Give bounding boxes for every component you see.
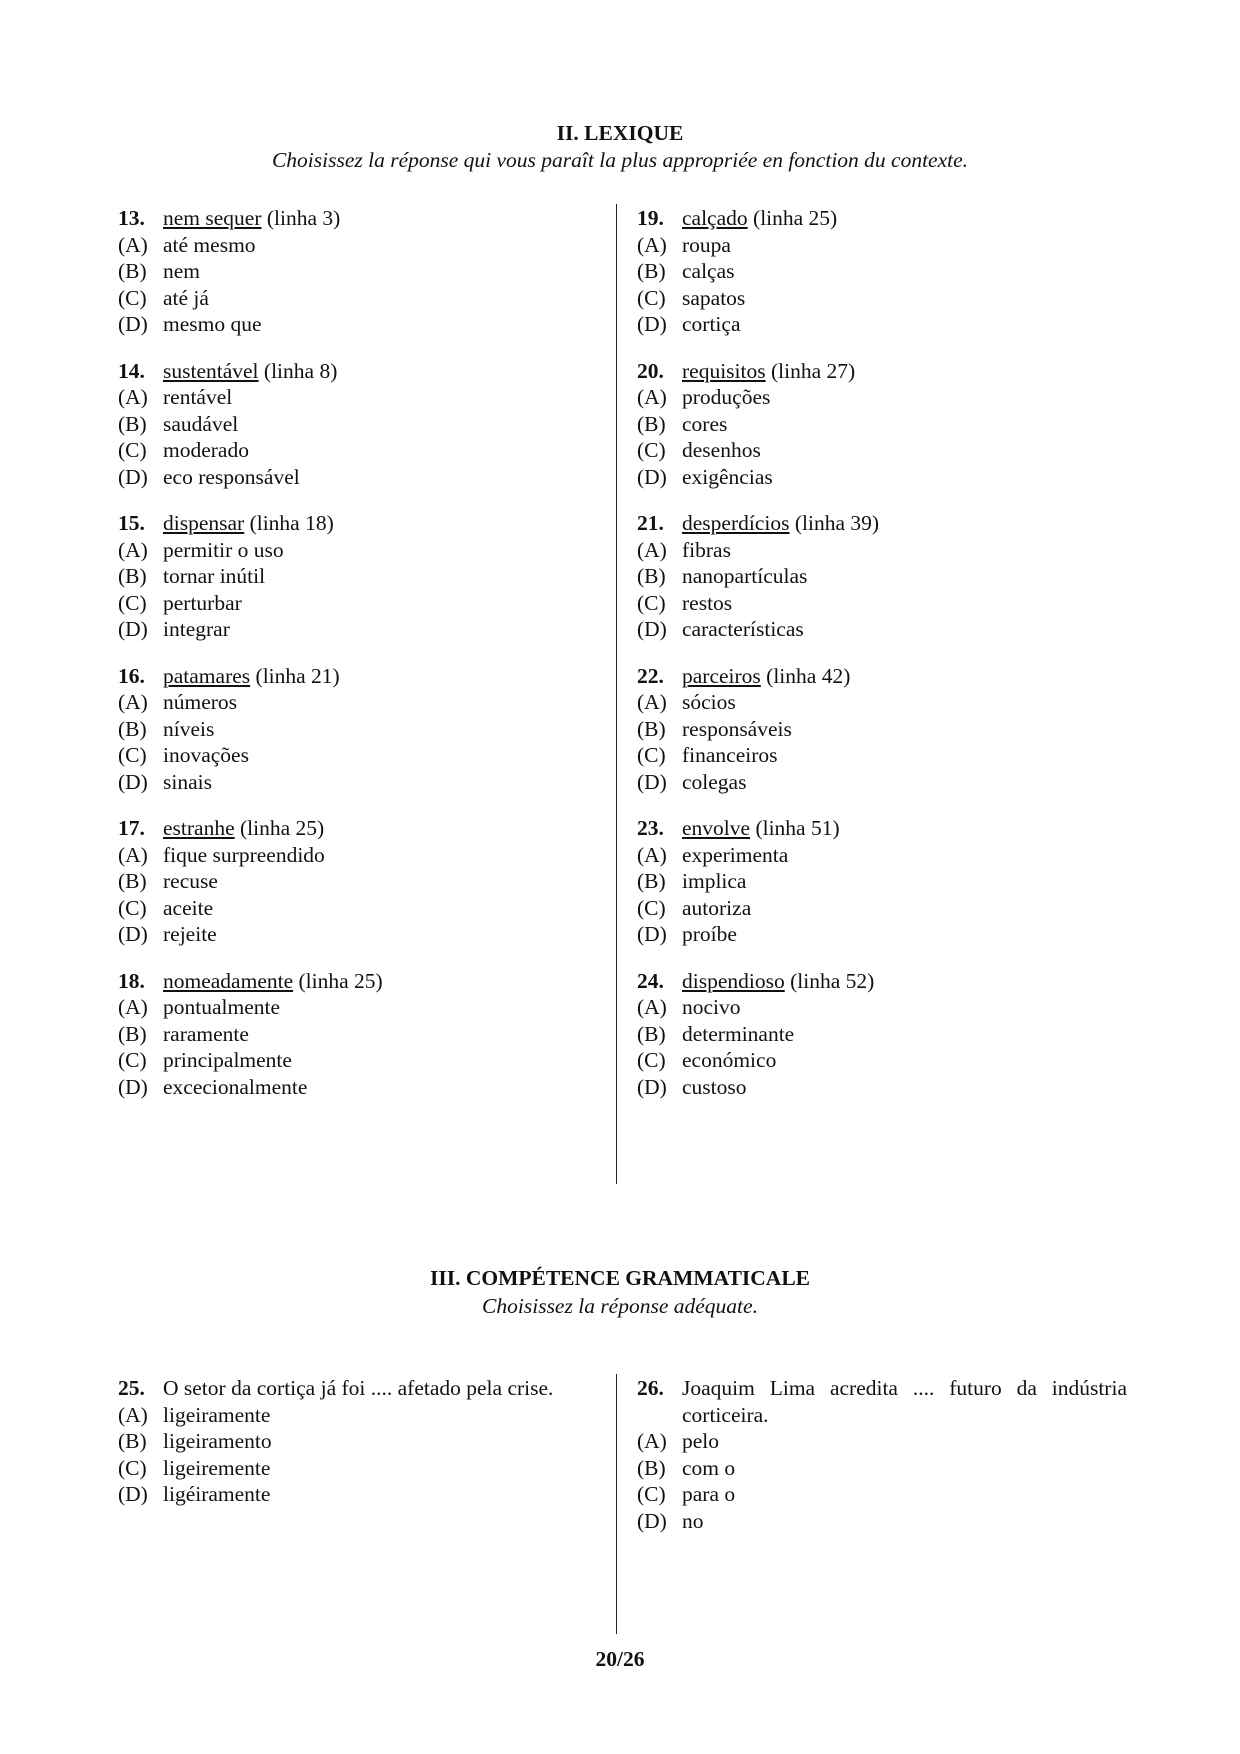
- option-text: principalmente: [163, 1048, 292, 1072]
- option-letter: (D): [118, 922, 148, 946]
- option-text: números: [163, 690, 238, 714]
- question-label: [163, 358, 337, 385]
- option-letter: (C): [118, 1455, 147, 1480]
- option-text: experimenta: [682, 842, 789, 867]
- answer-option: [637, 868, 1127, 895]
- option-letter: (A): [637, 1429, 667, 1453]
- option-letter: (D): [637, 1508, 667, 1533]
- option-letter: (C): [637, 1482, 666, 1506]
- option-letter: (A): [637, 842, 667, 867]
- answer-option: [637, 1481, 1127, 1508]
- option-text: aceite: [163, 895, 214, 920]
- option-letter: (C): [637, 285, 666, 310]
- question-label: [682, 205, 837, 232]
- answer-option: [118, 868, 608, 895]
- option-letter: (C): [637, 1048, 666, 1072]
- option-text: ligéiramente: [163, 1482, 271, 1506]
- line-reference: (linha 25): [234, 816, 325, 840]
- question-number: 16.: [118, 663, 145, 688]
- line-reference: (linha 21): [250, 663, 340, 688]
- lexique-right-column: [637, 205, 1127, 1120]
- option-letter: (A): [118, 537, 148, 562]
- option-letter: (B): [118, 1429, 147, 1453]
- question-26: [637, 1375, 1127, 1534]
- option-text: fibras: [682, 537, 731, 562]
- option-text: ligeiremente: [163, 1455, 271, 1480]
- option-letter: (C): [118, 1048, 147, 1072]
- answer-option: [637, 921, 1127, 948]
- grammar-right-column: [637, 1375, 1127, 1554]
- answer-option: [118, 742, 608, 769]
- answer-option: [118, 411, 608, 438]
- option-letter: (B): [637, 1021, 666, 1046]
- option-text: características: [682, 617, 804, 641]
- option-letter: (A): [637, 995, 667, 1019]
- question-13: [118, 205, 608, 338]
- option-letter: (B): [118, 564, 147, 588]
- option-letter: (A): [118, 1402, 148, 1427]
- line-reference: (linha 52): [784, 968, 875, 993]
- option-letter: (C): [118, 438, 147, 462]
- option-text: nanopartículas: [682, 564, 808, 588]
- option-letter: (D): [637, 769, 667, 794]
- option-letter: (C): [637, 743, 666, 767]
- answer-option: [118, 921, 608, 948]
- question-number: 17.: [118, 816, 145, 840]
- option-text: até já: [163, 285, 209, 310]
- grammar-instruction: Choisissez la réponse adéquate.: [482, 1294, 758, 1318]
- option-letter: (B): [637, 564, 666, 588]
- question-header: [118, 815, 608, 842]
- option-text: rejeite: [163, 922, 217, 946]
- answer-option: [637, 464, 1127, 491]
- option-text: determinante: [682, 1021, 795, 1046]
- answer-option: [637, 1047, 1127, 1074]
- answer-option: [637, 994, 1127, 1021]
- lexique-column-divider: [616, 204, 617, 1184]
- option-text: roupa: [682, 232, 731, 257]
- option-text: excecionalmente: [163, 1074, 308, 1099]
- answer-option: [118, 895, 608, 922]
- question-header: [637, 663, 1127, 690]
- grammar-column-divider: [616, 1374, 617, 1634]
- option-letter: (C): [118, 285, 147, 310]
- option-text: pelo: [682, 1429, 720, 1453]
- option-letter: (B): [637, 869, 666, 893]
- option-text: rentável: [163, 385, 233, 409]
- question-header: [118, 358, 608, 385]
- answer-option: [637, 1021, 1127, 1048]
- answer-option: [637, 1428, 1127, 1455]
- option-text: mesmo que: [163, 312, 262, 336]
- question-23: [637, 815, 1127, 948]
- target-word: sustentável: [163, 358, 259, 383]
- option-text: cores: [682, 411, 728, 436]
- option-letter: (A): [118, 385, 148, 409]
- option-letter: (A): [118, 690, 148, 714]
- question-label: [163, 510, 334, 537]
- question-header: [118, 510, 608, 537]
- option-text: tornar inútil: [163, 564, 266, 588]
- option-letter: (D): [637, 617, 667, 641]
- question-number: 20.: [637, 358, 664, 383]
- question-number: 22.: [637, 663, 664, 688]
- lexique-instruction: Choisissez la réponse qui vous paraît la plus appropriée en fonction du contexte.: [271, 148, 969, 172]
- page-number: 20/26: [595, 1647, 645, 1671]
- option-text: sinais: [163, 769, 212, 794]
- option-letter: (D): [118, 312, 148, 336]
- answer-option: [118, 285, 608, 312]
- question-17: [118, 815, 608, 948]
- answer-option: [118, 1402, 608, 1429]
- answer-option: [637, 742, 1127, 769]
- option-letter: (D): [637, 464, 667, 489]
- line-reference: (linha 42): [760, 663, 851, 688]
- question-header: [637, 968, 1127, 995]
- option-letter: (C): [637, 438, 666, 462]
- option-text: perturbar: [163, 590, 242, 615]
- option-text: raramente: [163, 1021, 249, 1046]
- option-text: integrar: [163, 617, 230, 641]
- option-text: eco responsável: [163, 464, 300, 489]
- option-letter: (B): [118, 716, 147, 741]
- question-18: [118, 968, 608, 1101]
- question-14: [118, 358, 608, 491]
- option-letter: (B): [637, 411, 666, 436]
- answer-option: [118, 616, 608, 643]
- answer-option: [118, 590, 608, 617]
- line-reference: (linha 18): [244, 511, 334, 535]
- question-header: [118, 1375, 608, 1402]
- answer-option: [118, 563, 608, 590]
- answer-option: [118, 1074, 608, 1101]
- answer-option: [118, 437, 608, 464]
- question-20: [637, 358, 1127, 491]
- lexique-title: II. LEXIQUE: [556, 121, 684, 145]
- line-reference: (linha 39): [789, 511, 880, 535]
- option-text: colegas: [682, 769, 747, 794]
- answer-option: [637, 537, 1127, 564]
- option-text: nocivo: [682, 995, 741, 1019]
- option-letter: (B): [637, 716, 666, 741]
- option-letter: (B): [637, 259, 666, 283]
- option-letter: (C): [118, 743, 147, 767]
- option-text: implica: [682, 869, 747, 893]
- option-letter: (B): [118, 259, 147, 283]
- question-header: [118, 968, 608, 995]
- option-letter: (D): [637, 1074, 667, 1099]
- option-text: restos: [682, 590, 733, 615]
- question-text: Joaquim Lima acredita .... futuro da indústria corticeira.: [682, 1376, 1127, 1427]
- answer-option: [118, 1428, 608, 1455]
- answer-option: [118, 842, 608, 869]
- question-header: [118, 205, 608, 232]
- answer-option: [637, 563, 1127, 590]
- option-text: proíbe: [682, 922, 737, 946]
- answer-option: [637, 384, 1127, 411]
- question-header: [637, 205, 1127, 232]
- target-word: nomeadamente: [163, 968, 294, 993]
- question-number: 25.: [118, 1376, 145, 1400]
- option-letter: (D): [118, 1482, 148, 1506]
- line-reference: (linha 25): [747, 206, 838, 230]
- option-text: permitir o uso: [163, 537, 284, 562]
- option-text: custoso: [682, 1074, 747, 1099]
- question-15: [118, 510, 608, 643]
- option-letter: (A): [118, 995, 148, 1019]
- option-text: no: [682, 1508, 704, 1533]
- question-number: 15.: [118, 511, 145, 535]
- target-word: calçado: [682, 206, 748, 230]
- target-word: dispensar: [163, 511, 245, 535]
- target-word: parceiros: [682, 663, 761, 688]
- option-text: para o: [682, 1482, 736, 1506]
- option-letter: (C): [118, 590, 147, 615]
- answer-option: [637, 1455, 1127, 1482]
- question-label: [682, 663, 850, 690]
- answer-option: [118, 232, 608, 259]
- option-letter: (C): [637, 590, 666, 615]
- option-letter: (B): [118, 411, 147, 436]
- target-word: desperdícios: [682, 511, 790, 535]
- option-text: produções: [682, 385, 771, 409]
- option-text: moderado: [163, 438, 249, 462]
- option-letter: (A): [637, 690, 667, 714]
- question-number: 18.: [118, 968, 145, 993]
- question-label: [682, 358, 855, 385]
- question-label: [682, 968, 874, 995]
- option-letter: (D): [118, 1074, 148, 1099]
- answer-option: [637, 1074, 1127, 1101]
- line-reference: (linha 8): [258, 358, 338, 383]
- answer-option: [637, 232, 1127, 259]
- answer-option: [118, 384, 608, 411]
- answer-option: [637, 769, 1127, 796]
- answer-option: [118, 1455, 608, 1482]
- question-number: 14.: [118, 358, 145, 383]
- option-text: financeiros: [682, 743, 778, 767]
- answer-option: [118, 311, 608, 338]
- line-reference: (linha 3): [261, 206, 341, 230]
- answer-option: [118, 994, 608, 1021]
- option-text: recuse: [163, 869, 218, 893]
- option-text: exigências: [682, 464, 773, 489]
- question-label: [163, 663, 340, 690]
- question-text: O setor da cortiça já foi .... afetado pela crise.: [163, 1376, 554, 1400]
- grammar-title: III. COMPÉTENCE GRAMMATICALE: [429, 1266, 811, 1290]
- answer-option: [118, 464, 608, 491]
- option-text: calças: [682, 259, 735, 283]
- option-text: económico: [682, 1048, 777, 1072]
- option-text: níveis: [163, 716, 215, 741]
- question-label: [682, 510, 879, 537]
- option-text: cortiça: [682, 312, 741, 336]
- answer-option: [637, 616, 1127, 643]
- option-letter: (A): [118, 842, 148, 867]
- lexique-left-column: [118, 205, 608, 1120]
- option-letter: (A): [637, 537, 667, 562]
- answer-option: [637, 285, 1127, 312]
- answer-option: [637, 437, 1127, 464]
- question-number: 21.: [637, 511, 664, 535]
- answer-option: [118, 1481, 608, 1508]
- answer-option: [637, 411, 1127, 438]
- option-letter: (B): [118, 869, 147, 893]
- option-text: ligeiramente: [163, 1402, 271, 1427]
- answer-option: [118, 1047, 608, 1074]
- answer-option: [637, 258, 1127, 285]
- answer-option: [637, 1508, 1127, 1535]
- question-16: [118, 663, 608, 796]
- question-label: [682, 815, 840, 842]
- option-text: pontualmente: [163, 995, 281, 1019]
- option-text: autoriza: [682, 895, 752, 920]
- option-text: sócios: [682, 690, 736, 714]
- target-word: dispendioso: [682, 968, 785, 993]
- question-header: [118, 663, 608, 690]
- answer-option: [637, 895, 1127, 922]
- option-letter: (B): [637, 1455, 666, 1480]
- option-letter: (D): [637, 312, 667, 336]
- question-header: [637, 815, 1127, 842]
- option-text: saudável: [163, 411, 239, 436]
- option-text: com o: [682, 1455, 736, 1480]
- question-label: [163, 205, 340, 232]
- grammar-left-column: [118, 1375, 608, 1528]
- option-text: fique surpreendido: [163, 842, 325, 867]
- option-letter: (D): [118, 464, 148, 489]
- target-word: envolve: [682, 816, 751, 840]
- question-21: [637, 510, 1127, 643]
- question-number: 19.: [637, 206, 664, 230]
- answer-option: [637, 842, 1127, 869]
- question-header: [637, 358, 1127, 385]
- target-word: nem sequer: [163, 206, 262, 230]
- question-number: 13.: [118, 206, 145, 230]
- answer-option: [637, 311, 1127, 338]
- answer-option: [118, 258, 608, 285]
- answer-option: [637, 716, 1127, 743]
- option-text: até mesmo: [163, 232, 256, 257]
- option-letter: (C): [637, 895, 666, 920]
- option-letter: (D): [637, 922, 667, 946]
- target-word: estranhe: [163, 816, 235, 840]
- answer-option: [637, 590, 1127, 617]
- answer-option: [637, 689, 1127, 716]
- option-letter: (B): [118, 1021, 147, 1046]
- question-24: [637, 968, 1127, 1101]
- option-letter: (C): [118, 895, 147, 920]
- question-label: [163, 815, 324, 842]
- question-header: [637, 1375, 1127, 1428]
- line-reference: (linha 51): [750, 816, 840, 840]
- question-19: [637, 205, 1127, 338]
- question-number: 26.: [637, 1376, 664, 1400]
- option-text: responsáveis: [682, 716, 792, 741]
- option-text: inovações: [163, 743, 249, 767]
- question-number: 24.: [637, 968, 664, 993]
- question-number: 23.: [637, 816, 664, 840]
- option-letter: (D): [118, 769, 148, 794]
- target-word: patamares: [163, 663, 251, 688]
- answer-option: [118, 716, 608, 743]
- option-text: desenhos: [682, 438, 761, 462]
- target-word: requisitos: [682, 358, 766, 383]
- answer-option: [118, 1021, 608, 1048]
- option-letter: (A): [637, 385, 667, 409]
- question-25: [118, 1375, 608, 1508]
- line-reference: (linha 25): [293, 968, 383, 993]
- answer-option: [118, 537, 608, 564]
- question-22: [637, 663, 1127, 796]
- answer-option: [118, 689, 608, 716]
- question-header: [637, 510, 1127, 537]
- question-label: [163, 968, 383, 995]
- line-reference: (linha 27): [765, 358, 856, 383]
- option-letter: (A): [637, 232, 667, 257]
- option-text: nem: [163, 259, 201, 283]
- option-letter: (D): [118, 617, 148, 641]
- answer-option: [118, 769, 608, 796]
- option-text: ligeiramento: [163, 1429, 272, 1453]
- option-letter: (A): [118, 232, 148, 257]
- option-text: sapatos: [682, 285, 746, 310]
